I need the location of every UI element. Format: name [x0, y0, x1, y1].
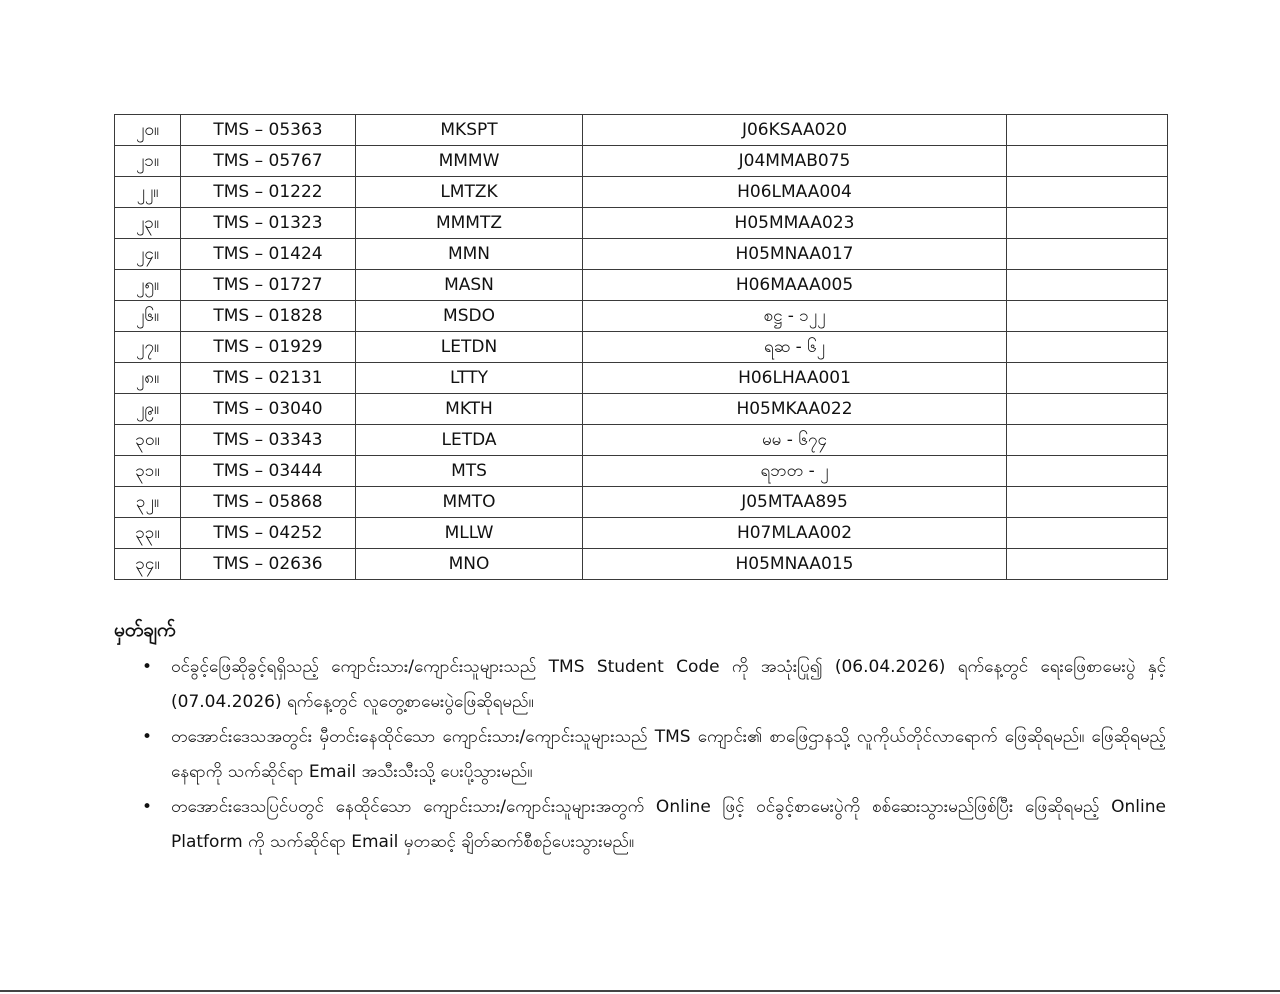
table-row	[115, 363, 1168, 394]
name-code-cell: MMMTZ	[356, 208, 583, 239]
name-code-cell: MMN	[356, 239, 583, 270]
remark-cell	[1007, 549, 1168, 580]
name-code-cell: MNO	[356, 549, 583, 580]
row-number-cell: ၂၁။	[115, 146, 181, 177]
student-roster-table	[114, 114, 1168, 580]
student-code-cell: စဋ္ဌ - ၁၂၂	[583, 301, 1007, 332]
table-row	[115, 425, 1168, 456]
tms-code-cell: TMS – 05767	[181, 146, 356, 177]
tms-code-cell: TMS – 01323	[181, 208, 356, 239]
row-number-cell: ၃၃။	[115, 518, 181, 549]
note-item	[114, 790, 1166, 860]
student-code-cell: ရဘတ - ၂	[583, 456, 1007, 487]
student-code-cell: H06LHAA001	[583, 363, 1007, 394]
table-row	[115, 177, 1168, 208]
table-row	[115, 239, 1168, 270]
table-row	[115, 549, 1168, 580]
page-bottom-rule	[0, 990, 1280, 992]
notes-title: မှတ်ချက်	[114, 619, 176, 641]
bullet-icon: •	[142, 727, 153, 747]
tms-code-cell: TMS – 01929	[181, 332, 356, 363]
row-number-cell: ၃၄။	[115, 549, 181, 580]
name-code-cell: MLLW	[356, 518, 583, 549]
table-row	[115, 394, 1168, 425]
table-row	[115, 487, 1168, 518]
name-code-cell: MKTH	[356, 394, 583, 425]
name-code-cell: MSDO	[356, 301, 583, 332]
remark-cell	[1007, 239, 1168, 270]
student-code-cell: J06KSAA020	[583, 115, 1007, 146]
student-code-cell: H05MKAA022	[583, 394, 1007, 425]
student-code-cell: J05MTAA895	[583, 487, 1007, 518]
name-code-cell: LETDA	[356, 425, 583, 456]
name-code-cell: MKSPT	[356, 115, 583, 146]
name-code-cell: LETDN	[356, 332, 583, 363]
table-row	[115, 146, 1168, 177]
tms-code-cell: TMS – 02131	[181, 363, 356, 394]
student-code-cell: ရဆ - ၆၂	[583, 332, 1007, 363]
note-text: ဝင်ခွင့်ဖြေဆိုခွင့်ရရှိသည့် ကျောင်းသား/ကျောင်းသူများသည် TMS Student Code ကို အသုံးပြု၍ (06.04.2026) ရက်နေ့တွင် ရေးဖြေစာမေးပွဲ နှင့် (07.04.2026) ရက်နေ့တွင် လူတွေ့စာမေးပွဲဖြေဆိုရမည်။	[171, 657, 1166, 712]
remark-cell	[1007, 208, 1168, 239]
name-code-cell: MTS	[356, 456, 583, 487]
remark-cell	[1007, 146, 1168, 177]
row-number-cell: ၃၀။	[115, 425, 181, 456]
tms-code-cell: TMS – 03343	[181, 425, 356, 456]
remark-cell	[1007, 394, 1168, 425]
remark-cell	[1007, 177, 1168, 208]
name-code-cell: LTTY	[356, 363, 583, 394]
notes-list	[114, 650, 1166, 860]
table-row	[115, 456, 1168, 487]
student-code-cell: H05MNAA017	[583, 239, 1007, 270]
remark-cell	[1007, 301, 1168, 332]
name-code-cell: MASN	[356, 270, 583, 301]
row-number-cell: ၂၀။	[115, 115, 181, 146]
tms-code-cell: TMS – 05868	[181, 487, 356, 518]
remark-cell	[1007, 115, 1168, 146]
student-code-cell: မမ - ၆၇၄	[583, 425, 1007, 456]
tms-code-cell: TMS – 01222	[181, 177, 356, 208]
student-code-cell: H05MNAA015	[583, 549, 1007, 580]
note-item	[114, 650, 1166, 720]
row-number-cell: ၂၂။	[115, 177, 181, 208]
roster-body	[115, 115, 1168, 580]
row-number-cell: ၂၇။	[115, 332, 181, 363]
row-number-cell: ၂၅။	[115, 270, 181, 301]
name-code-cell: MMTO	[356, 487, 583, 518]
table-row	[115, 115, 1168, 146]
table-row	[115, 332, 1168, 363]
table-row	[115, 301, 1168, 332]
table-row	[115, 208, 1168, 239]
row-number-cell: ၂၈။	[115, 363, 181, 394]
name-code-cell: MMMW	[356, 146, 583, 177]
remark-cell	[1007, 332, 1168, 363]
row-number-cell: ၂၄။	[115, 239, 181, 270]
student-code-cell: H05MMAA023	[583, 208, 1007, 239]
note-text: တအောင်းဒေသအတွင်း မှီတင်းနေထိုင်သော ကျောင်းသား/ကျောင်းသူများသည် TMS ကျောင်း၏ စာဖြေဌာနသို့ လူကိုယ်တိုင်လာရောက် ဖြေဆိုရမည်။ ဖြေဆိုရမည့်နေရာကို သက်ဆိုင်ရာ Email အသီးသီးသို့ ပေးပို့သွားမည်။	[171, 727, 1166, 782]
remark-cell	[1007, 270, 1168, 301]
student-code-cell: H07MLAA002	[583, 518, 1007, 549]
tms-code-cell: TMS – 05363	[181, 115, 356, 146]
tms-code-cell: TMS – 04252	[181, 518, 356, 549]
row-number-cell: ၂၉။	[115, 394, 181, 425]
row-number-cell: ၂၆။	[115, 301, 181, 332]
tms-code-cell: TMS – 03040	[181, 394, 356, 425]
note-text: တအောင်းဒေသပြင်ပတွင် နေထိုင်သော ကျောင်းသား/ကျောင်းသူများအတွက် Online ဖြင့် ဝင်ခွင့်စာမေးပွဲကို စစ်ဆေးသွားမည်ဖြစ်ပြီး ဖြေဆိုရမည့် Online Platform ကို သက်ဆိုင်ရာ Email မှတဆင့် ချိတ်ဆက်စီစဉ်ပေးသွားမည်။	[171, 797, 1166, 852]
remark-cell	[1007, 518, 1168, 549]
tms-code-cell: TMS – 02636	[181, 549, 356, 580]
table-row	[115, 518, 1168, 549]
tms-code-cell: TMS – 01424	[181, 239, 356, 270]
remark-cell	[1007, 487, 1168, 518]
row-number-cell: ၃၁။	[115, 456, 181, 487]
row-number-cell: ၃၂။	[115, 487, 181, 518]
bullet-icon: •	[142, 797, 153, 817]
bullet-icon: •	[142, 657, 153, 677]
remark-cell	[1007, 363, 1168, 394]
tms-code-cell: TMS – 01828	[181, 301, 356, 332]
name-code-cell: LMTZK	[356, 177, 583, 208]
student-code-cell: H06LMAA004	[583, 177, 1007, 208]
student-code-cell: J04MMAB075	[583, 146, 1007, 177]
note-item	[114, 720, 1166, 790]
student-code-cell: H06MAAA005	[583, 270, 1007, 301]
remark-cell	[1007, 456, 1168, 487]
tms-code-cell: TMS – 01727	[181, 270, 356, 301]
remark-cell	[1007, 425, 1168, 456]
tms-code-cell: TMS – 03444	[181, 456, 356, 487]
table-row	[115, 270, 1168, 301]
row-number-cell: ၂၃။	[115, 208, 181, 239]
